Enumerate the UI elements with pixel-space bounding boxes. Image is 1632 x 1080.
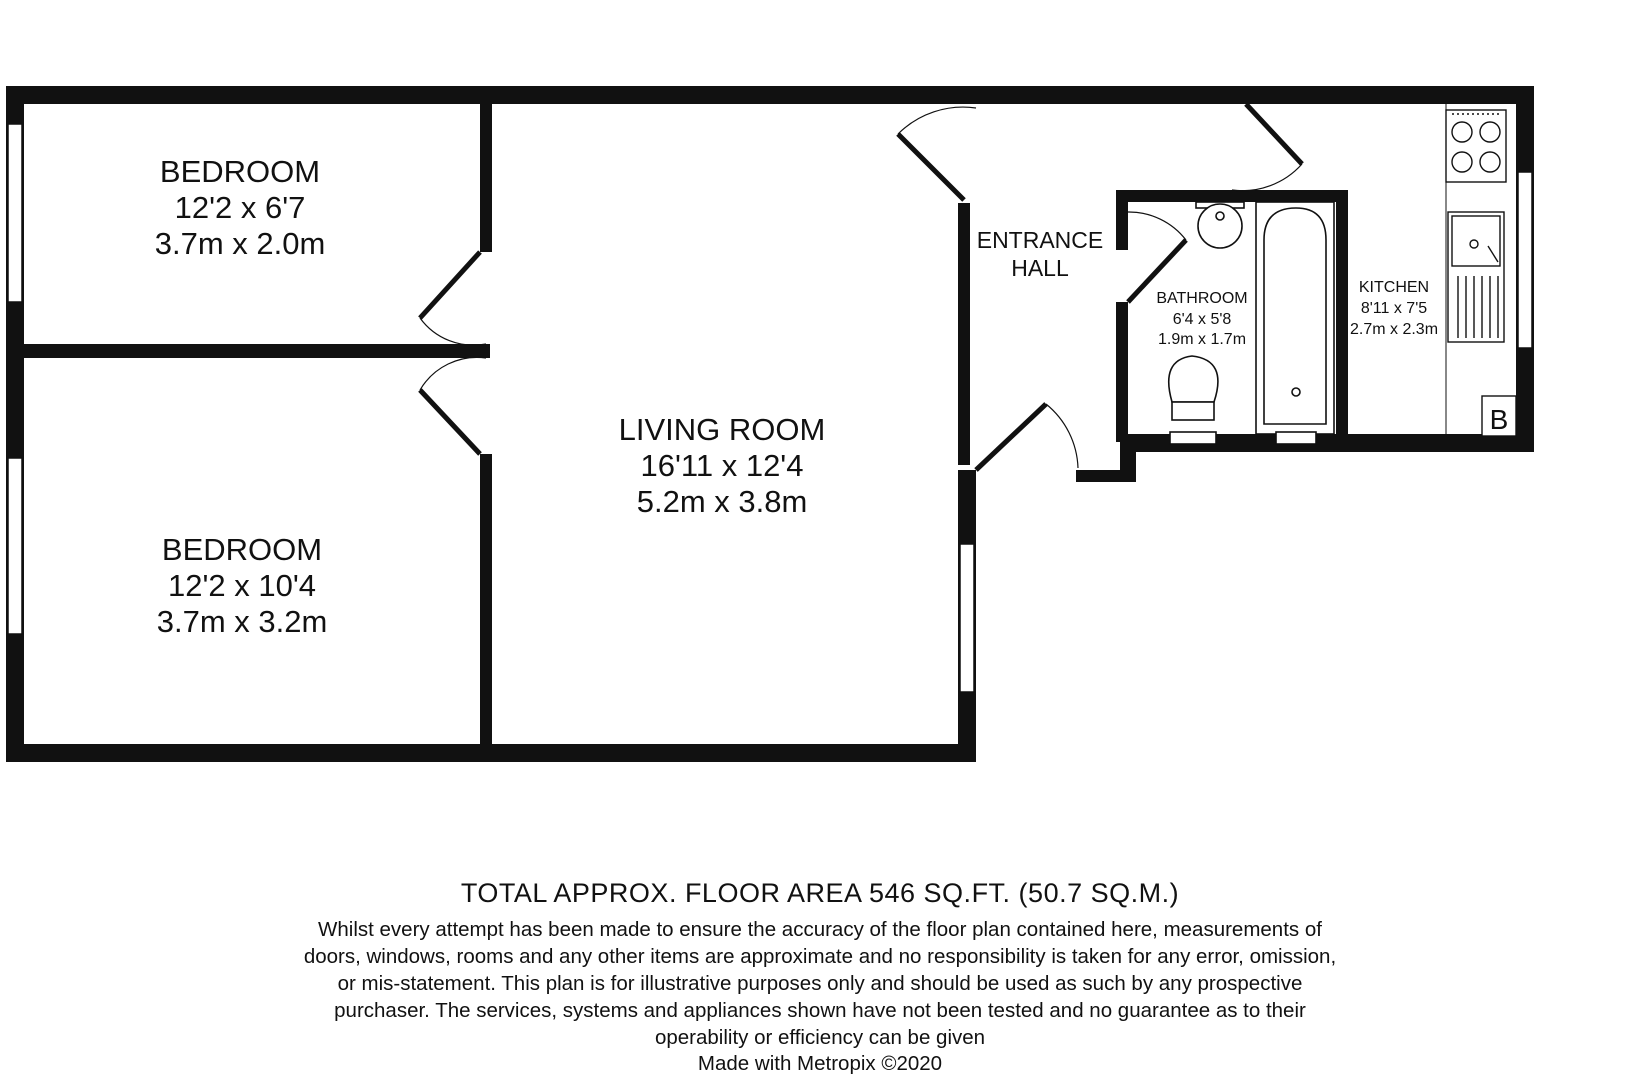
kitchen-name: KITCHEN <box>1358 279 1430 296</box>
kitchen-imperial: 8'11 x 7'5 <box>1360 300 1428 317</box>
kitchen-fixtures <box>1446 104 1516 436</box>
bathtub-icon <box>1256 202 1334 444</box>
bedroom-2-imperial: 12'2 x 10'4 <box>167 568 317 603</box>
room-label-kitchen <box>1350 279 1438 338</box>
room-label-entrance-hall <box>977 227 1104 281</box>
living-room-metric: 5.2m x 3.8m <box>636 484 808 519</box>
bathroom-imperial: 6'4 x 5'8 <box>1172 311 1232 328</box>
boiler-label: B <box>1489 404 1509 435</box>
bedroom-1-name: BEDROOM <box>159 154 321 189</box>
room-label-bedroom-2 <box>157 532 328 639</box>
kitchen-metric: 2.7m x 2.3m <box>1349 321 1439 338</box>
sink-icon <box>1448 212 1504 342</box>
basin-icon <box>1196 202 1244 248</box>
room-label-living-room <box>619 412 826 519</box>
entrance-hall-name-line2: HALL <box>1011 255 1069 281</box>
room-label-bathroom <box>1156 290 1247 348</box>
bathroom-name: BATHROOM <box>1156 290 1248 307</box>
doors <box>420 104 1302 470</box>
credit-text: Made with Metropix ©2020 <box>697 1052 943 1075</box>
total-floor-area: TOTAL APPROX. FLOOR AREA 546 SQ.FT. (50.7 SQ.M.) <box>460 878 1180 908</box>
living-room-imperial: 16'11 x 12'4 <box>640 448 804 483</box>
bedroom-2-metric: 3.7m x 3.2m <box>156 604 328 639</box>
living-room-name: LIVING ROOM <box>618 412 826 447</box>
bedroom-2-name: BEDROOM <box>161 532 323 567</box>
disclaimer-text: Whilst every attempt has been made to ensure the accuracy of the floor plan contained here, measurements of doors, windows, rooms and any other items are approximate and no responsibility is taken for any error, omission, or mis-statement. This plan is for illustrative purposes only and should be used as such by any prospective purchaser. The services, systems and appliances shown have not been tested and no guarantee as to their operability or efficiency can be given <box>303 918 1337 1049</box>
bedroom-1-imperial: 12'2 x 6'7 <box>174 190 306 225</box>
toilet-icon <box>1169 356 1218 444</box>
entrance-hall-name-line1: ENTRANCE <box>976 227 1104 253</box>
room-label-bedroom-1 <box>155 154 326 261</box>
bedroom-1-metric: 3.7m x 2.0m <box>154 226 326 261</box>
bathroom-metric: 1.9m x 1.7m <box>1157 331 1247 348</box>
hob-icon <box>1446 110 1506 182</box>
